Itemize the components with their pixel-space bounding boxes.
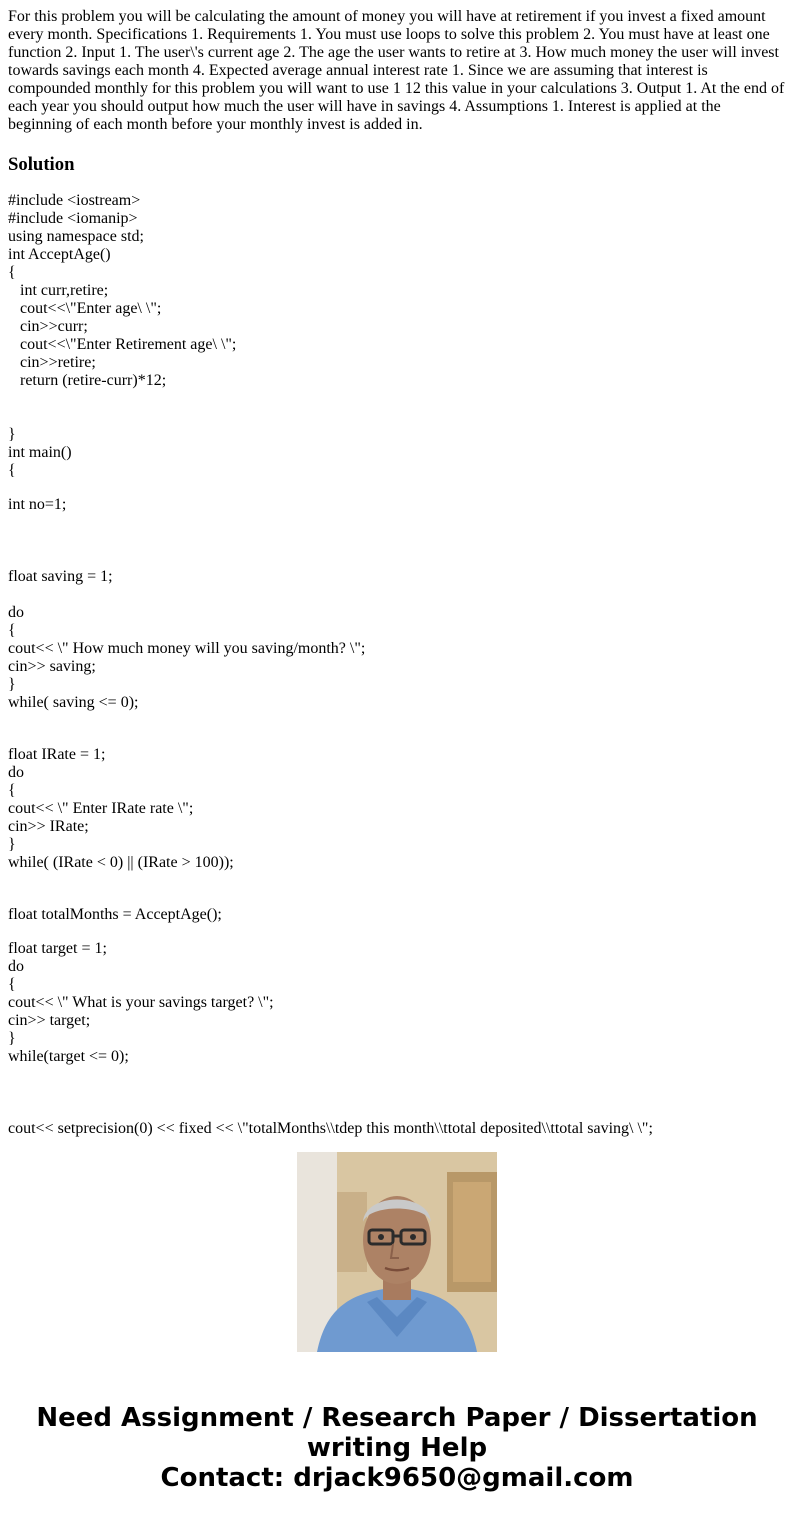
code-blank-line [8, 532, 786, 550]
problem-statement: For this problem you will be calculating the amount of money you will have at retirement if you invest a fixed amount every month. Specifications 1. Requirements 1. You must use loops to solve this problem 2. You must have at least one function 2. Input 1. The user\'s current age 2. The age the user wants to retire at 3. How much money the user will invest towards savings each month 4. Expected average annual interest rate 1. Since we are assuming that interest is compounded monthly for this problem you will want to use 1 12 this value in your calculations 3. Output 1. At the end of each year you should output how much the user will have in savings 4. Assumptions 1. Interest is applied at the beginning of each month before your monthly invest is added in. [8, 8, 785, 133]
author-photo-icon [297, 1152, 497, 1352]
code-line: while( saving <= 0); [8, 694, 139, 711]
code-blank-line [8, 888, 786, 906]
code-line: } [8, 676, 16, 693]
code-line: { [8, 462, 16, 479]
contact-banner [0, 1403, 794, 1493]
code-blank-line [8, 872, 786, 888]
code-line: cin>> saving; [8, 658, 96, 675]
code-line: #include <iostream> [8, 192, 141, 209]
footer-line-2: writing Help [306, 1433, 488, 1463]
code-blank-line [8, 728, 786, 746]
code-line: using namespace std; [8, 228, 144, 245]
code-blank-line [8, 390, 786, 408]
code-line: cin>> IRate; [8, 818, 89, 835]
code-line: float saving = 1; [8, 568, 113, 585]
code-line: #include <iomanip> [8, 210, 138, 227]
code-line: cin>>curr; [8, 318, 88, 335]
code-line: int curr,retire; [8, 282, 109, 299]
code-line: cin>> target; [8, 1012, 91, 1029]
code-line: { [8, 264, 16, 281]
code-blank-line [8, 712, 786, 728]
code-line: do [8, 764, 24, 781]
code-line: cout<< \" Enter IRate rate \"; [8, 800, 194, 817]
author-avatar [297, 1152, 497, 1352]
code-line: while(target <= 0); [8, 1048, 129, 1065]
solution-heading: Solution [8, 154, 75, 175]
code-line: { [8, 782, 16, 799]
code-line: cout<< setprecision(0) << fixed << \"totalMonths\\tdep this month\\ttotal deposited\\ttotal saving\ \"; [8, 1120, 653, 1137]
code-line: int no=1; [8, 496, 67, 513]
code-line: do [8, 958, 24, 975]
code-blank-line [8, 550, 786, 568]
code-line: while( (IRate < 0) || (IRate > 100)); [8, 854, 234, 871]
footer-contact: Contact: drjack9650@gmail.com [160, 1463, 634, 1493]
code-blank-line [8, 586, 786, 604]
code-line: cin>>retire; [8, 354, 96, 371]
code-line: } [8, 426, 16, 443]
footer-line-1: Need Assignment / Research Paper / Dissertation [36, 1403, 758, 1433]
code-line: return (retire-curr)*12; [8, 372, 167, 389]
code-line: } [8, 1030, 16, 1047]
code-line: float target = 1; [8, 940, 107, 957]
code-line: } [8, 836, 16, 853]
code-blank-line [8, 480, 786, 496]
document-content [8, 8, 786, 1137]
code-blank-line [8, 1066, 786, 1084]
code-blank-line [8, 1084, 786, 1102]
code-line: float totalMonths = AcceptAge(); [8, 906, 222, 923]
code-line: { [8, 622, 16, 639]
code-blank-line [8, 408, 786, 426]
code-blank-line [8, 1102, 786, 1120]
code-line: cout<<\"Enter age\ \"; [8, 300, 162, 317]
code-line: { [8, 976, 16, 993]
code-line: do [8, 604, 24, 621]
solution-code [8, 192, 786, 1137]
author-badge [0, 1152, 794, 1354]
code-line: cout<< \" How much money will you saving/month? \"; [8, 640, 366, 657]
code-line: float IRate = 1; [8, 746, 106, 763]
code-line: cout<<\"Enter Retirement age\ \"; [8, 336, 237, 353]
code-blank-line [8, 514, 786, 532]
code-line: int AcceptAge() [8, 246, 111, 263]
code-line: int main() [8, 444, 72, 461]
code-blank-line [8, 924, 786, 940]
code-line: cout<< \" What is your savings target? \"; [8, 994, 274, 1011]
